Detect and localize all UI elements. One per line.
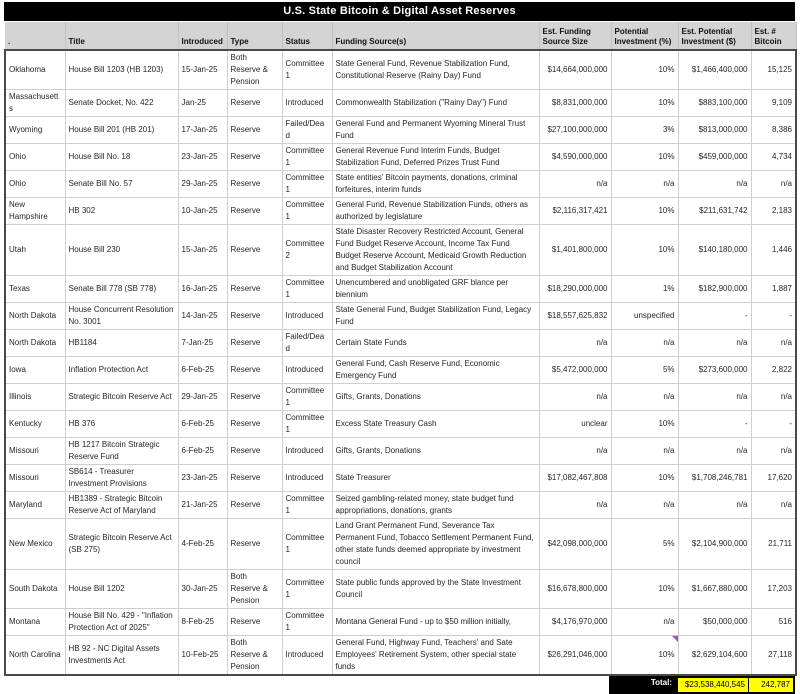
cell-title[interactable]: House Bill 1203 (HB 1203) [65, 50, 178, 90]
cell-title[interactable]: SB614 - Treasurer Investment Provisions [65, 465, 178, 492]
cell-status[interactable]: Committee 1 [282, 171, 332, 198]
cell-title[interactable]: House Bill 201 (HB 201) [65, 117, 178, 144]
cell-btc[interactable]: 8,386 [751, 117, 796, 144]
cell-pct[interactable]: unspecified [611, 303, 678, 330]
cell-state[interactable]: Ohio [5, 144, 65, 171]
cell-status[interactable]: Committee 1 [282, 384, 332, 411]
cell-pct[interactable]: 3% [611, 117, 678, 144]
cell-btc[interactable]: 1,446 [751, 225, 796, 276]
cell-type[interactable]: Reserve [227, 171, 282, 198]
col-header-potential-investment-pct[interactable]: Potential Investment (%) [611, 22, 678, 50]
cell-state[interactable]: New Hampshire [5, 198, 65, 225]
cell-pct[interactable]: n/a [611, 171, 678, 198]
cell-state[interactable]: Utah [5, 225, 65, 276]
col-header-est-funding-size[interactable]: Est. Funding Source Size [539, 22, 611, 50]
cell-introduced[interactable]: 16-Jan-25 [178, 276, 227, 303]
cell-type[interactable]: Reserve [227, 225, 282, 276]
cell-funding[interactable]: Certain State Funds [332, 330, 539, 357]
cell-pct[interactable]: 10% [611, 636, 678, 676]
table-row [5, 50, 796, 90]
cell-inv[interactable]: n/a [678, 384, 751, 411]
cell-title[interactable]: House Concurrent Resolution No. 3001 [65, 303, 178, 330]
cell-pct[interactable]: 10% [611, 465, 678, 492]
cell-type[interactable]: Reserve [227, 117, 282, 144]
cell-status[interactable]: Committee 1 [282, 609, 332, 636]
cell-introduced[interactable]: 6-Feb-25 [178, 411, 227, 438]
cell-introduced[interactable]: 8-Feb-25 [178, 609, 227, 636]
cell-state[interactable]: Montana [5, 609, 65, 636]
cell-state[interactable]: Missouri [5, 438, 65, 465]
total-bitcoin-value[interactable]: 242,787 [749, 678, 793, 692]
cell-title[interactable]: HB 376 [65, 411, 178, 438]
cell-btc[interactable]: 15,125 [751, 50, 796, 90]
cell-state[interactable]: South Dakota [5, 570, 65, 609]
cell-funding[interactable]: Commonwealth Stabilization ("Rainy Day") Fund [332, 90, 539, 117]
cell-funding[interactable]: State public funds approved by the State Investment Council [332, 570, 539, 609]
cell-title[interactable]: House Bill No. 18 [65, 144, 178, 171]
cell-introduced[interactable]: 23-Jan-25 [178, 144, 227, 171]
cell-title[interactable]: HB 92 - NC Digital Assets Investments Act [65, 636, 178, 676]
table-header-row [5, 22, 796, 50]
cell-title[interactable]: Strategic Bitcoin Reserve Act [65, 384, 178, 411]
cell-status[interactable]: Committee 1 [282, 411, 332, 438]
cell-btc[interactable]: n/a [751, 171, 796, 198]
cell-btc[interactable]: n/a [751, 330, 796, 357]
cell-status[interactable]: Failed/Dead [282, 117, 332, 144]
cell-pct[interactable]: 5% [611, 519, 678, 570]
table-row [5, 276, 796, 303]
cell-state[interactable]: Oklahoma [5, 50, 65, 90]
cell-state[interactable]: Missouri [5, 465, 65, 492]
cell-size[interactable]: unclear [539, 411, 611, 438]
cell-funding[interactable]: General Fund and Permanent Wyoming Mineral Trust Fund [332, 117, 539, 144]
table-row [5, 144, 796, 171]
cell-size[interactable]: $18,557,625,832 [539, 303, 611, 330]
cell-size[interactable]: n/a [539, 330, 611, 357]
cell-size[interactable]: $4,176,970,000 [539, 609, 611, 636]
cell-pct[interactable]: n/a [611, 492, 678, 519]
cell-inv[interactable]: $50,000,000 [678, 609, 751, 636]
cell-pct[interactable]: n/a [611, 438, 678, 465]
cell-funding[interactable]: Seized gambling-related money, state budget fund appropriations, donations, grants [332, 492, 539, 519]
cell-funding[interactable]: General Revenue Fund Interim Funds, Budget Stabilization Fund, Deferred Prizes Trust Fund [332, 144, 539, 171]
cell-pct[interactable]: n/a [611, 330, 678, 357]
cell-type[interactable]: Both Reserve & Pension [227, 50, 282, 90]
col-header-status[interactable]: Status [282, 22, 332, 50]
table-row [5, 570, 796, 609]
table-row [5, 636, 796, 676]
cell-inv[interactable]: n/a [678, 171, 751, 198]
col-header-type[interactable]: Type [227, 22, 282, 50]
cell-inv[interactable]: $211,631,742 [678, 198, 751, 225]
table-row [5, 438, 796, 465]
cell-size[interactable]: n/a [539, 438, 611, 465]
cell-state[interactable]: New Mexico [5, 519, 65, 570]
total-row [4, 676, 795, 694]
cell-size[interactable]: n/a [539, 384, 611, 411]
cell-inv[interactable]: $182,900,000 [678, 276, 751, 303]
cell-introduced[interactable]: 15-Jan-25 [178, 225, 227, 276]
table-row [5, 330, 796, 357]
cell-size[interactable]: $5,472,000,000 [539, 357, 611, 384]
cell-pct[interactable]: 10% [611, 90, 678, 117]
cell-btc[interactable]: 516 [751, 609, 796, 636]
cell-introduced[interactable]: 29-Jan-25 [178, 384, 227, 411]
cell-type[interactable]: Reserve [227, 144, 282, 171]
cell-state[interactable]: Illinois [5, 384, 65, 411]
cell-introduced[interactable]: 15-Jan-25 [178, 50, 227, 90]
cell-status[interactable]: Introduced [282, 636, 332, 676]
cell-btc[interactable]: 2,183 [751, 198, 796, 225]
table-row [5, 171, 796, 198]
cell-funding[interactable]: Excess State Treasury Cash [332, 411, 539, 438]
cell-status[interactable]: Committee 2 [282, 225, 332, 276]
cell-status[interactable]: Committee 1 [282, 144, 332, 171]
cell-btc[interactable]: 4,734 [751, 144, 796, 171]
cell-status[interactable]: Introduced [282, 303, 332, 330]
cell-introduced[interactable]: 10-Feb-25 [178, 636, 227, 676]
cell-title[interactable]: Senate Bill 778 (SB 778) [65, 276, 178, 303]
cell-title[interactable]: House Bill 230 [65, 225, 178, 276]
cell-type[interactable]: Reserve [227, 438, 282, 465]
cell-title[interactable]: Strategic Bitcoin Reserve Act (SB 275) [65, 519, 178, 570]
table-row [5, 198, 796, 225]
cell-size[interactable]: $8,831,000,000 [539, 90, 611, 117]
comment-marker-icon [672, 636, 678, 642]
cell-introduced[interactable]: 30-Jan-25 [178, 570, 227, 609]
cell-pct[interactable]: 10% [611, 198, 678, 225]
cell-btc[interactable]: 2,822 [751, 357, 796, 384]
col-header-introduced[interactable]: Introduced [178, 22, 227, 50]
cell-pct[interactable]: 1% [611, 276, 678, 303]
cell-btc[interactable]: 9,109 [751, 90, 796, 117]
cell-btc[interactable]: - [751, 411, 796, 438]
cell-inv[interactable]: $1,708,246,781 [678, 465, 751, 492]
cell-size[interactable]: $26,291,046,000 [539, 636, 611, 676]
cell-btc[interactable]: 27,118 [751, 636, 796, 676]
cell-introduced[interactable]: 17-Jan-25 [178, 117, 227, 144]
cell-inv[interactable]: n/a [678, 438, 751, 465]
cell-funding[interactable]: General Fund, Cash Reserve Fund, Economic Emergency Fund [332, 357, 539, 384]
cell-funding[interactable]: State General Fund, Revenue Stabilization Fund, Constitutional Reserve (Rainy Day) Fund [332, 50, 539, 90]
cell-introduced[interactable]: 23-Jan-25 [178, 465, 227, 492]
cell-type[interactable]: Both Reserve & Pension [227, 636, 282, 676]
cell-funding[interactable]: Land Grant Permanent Fund, Severance Tax Permanent Fund, Tobacco Settlement Permanent Fund, other state funds deemed appropriate by investment council [332, 519, 539, 570]
cell-title[interactable]: HB1184 [65, 330, 178, 357]
cell-state[interactable]: Texas [5, 276, 65, 303]
cell-status[interactable]: Committee 1 [282, 519, 332, 570]
cell-funding[interactable]: Unencumbered and unobligated GRF blance per biennium [332, 276, 539, 303]
cell-btc[interactable]: 1,887 [751, 276, 796, 303]
cell-title[interactable]: Senate Bill No. 57 [65, 171, 178, 198]
cell-status[interactable]: Failed/Dead [282, 330, 332, 357]
cell-inv[interactable]: $273,600,000 [678, 357, 751, 384]
table-row [5, 492, 796, 519]
table-row [5, 357, 796, 384]
cell-introduced[interactable]: 14-Jan-25 [178, 303, 227, 330]
cell-size[interactable]: $27,100,000,000 [539, 117, 611, 144]
cell-introduced[interactable]: 6-Feb-25 [178, 438, 227, 465]
cell-pct[interactable]: 10% [611, 225, 678, 276]
cell-pct[interactable]: n/a [611, 609, 678, 636]
cell-introduced[interactable]: 29-Jan-25 [178, 171, 227, 198]
cell-btc[interactable]: 17,620 [751, 465, 796, 492]
cell-status[interactable]: Introduced [282, 357, 332, 384]
cell-size[interactable]: $16,678,800,000 [539, 570, 611, 609]
cell-type[interactable]: Reserve [227, 357, 282, 384]
cell-type[interactable]: Reserve [227, 384, 282, 411]
table-row [5, 411, 796, 438]
cell-state[interactable]: North Dakota [5, 330, 65, 357]
cell-introduced[interactable]: Jan-25 [178, 90, 227, 117]
cell-funding[interactable]: Gifts, Grants, Donations [332, 384, 539, 411]
cell-status[interactable]: Introduced [282, 438, 332, 465]
cell-size[interactable]: $14,664,000,000 [539, 50, 611, 90]
total-investment-value[interactable]: $23,538,440,545 [678, 678, 749, 692]
cell-size[interactable]: $18,290,000,000 [539, 276, 611, 303]
cell-inv[interactable]: $2,104,900,000 [678, 519, 751, 570]
cell-funding[interactable]: State Disaster Recovery Restricted Account, General Fund Budget Reserve Account, Income Tax Fund Budget Reserve Account, Medicaid Growth Reduction and Budget Stabilization Account [332, 225, 539, 276]
cell-funding[interactable]: Montana General Fund - up to $50 million initially, [332, 609, 539, 636]
cell-inv[interactable]: $459,000,000 [678, 144, 751, 171]
cell-introduced[interactable]: 6-Feb-25 [178, 357, 227, 384]
cell-status[interactable]: Committee 1 [282, 198, 332, 225]
cell-funding[interactable]: Gifts, Grants, Donations [332, 438, 539, 465]
cell-type[interactable]: Reserve [227, 411, 282, 438]
cell-btc[interactable]: n/a [751, 492, 796, 519]
cell-status[interactable]: Committee 1 [282, 50, 332, 90]
cell-type[interactable]: Reserve [227, 303, 282, 330]
table-row [5, 384, 796, 411]
cell-inv[interactable]: n/a [678, 330, 751, 357]
cell-pct[interactable]: 10% [611, 144, 678, 171]
table-row [5, 519, 796, 570]
table-row [5, 465, 796, 492]
cell-funding[interactable]: State Treasurer [332, 465, 539, 492]
table-row [5, 90, 796, 117]
cell-type[interactable]: Reserve [227, 492, 282, 519]
cell-inv[interactable]: - [678, 411, 751, 438]
cell-state[interactable]: Kentucky [5, 411, 65, 438]
cell-title[interactable]: HB 302 [65, 198, 178, 225]
cell-status[interactable]: Committee 1 [282, 492, 332, 519]
table-row [5, 117, 796, 144]
table-row [5, 225, 796, 276]
cell-funding[interactable]: General Fund, Highway Fund, Teachers' and Sate Employees' Retirement System, other special state funds [332, 636, 539, 676]
cell-btc[interactable]: 17,203 [751, 570, 796, 609]
cell-introduced[interactable]: 4-Feb-25 [178, 519, 227, 570]
table-row [5, 609, 796, 636]
cell-size[interactable]: n/a [539, 492, 611, 519]
cell-state[interactable]: Ohio [5, 171, 65, 198]
cell-size[interactable]: n/a [539, 171, 611, 198]
cell-status[interactable]: Committee 1 [282, 276, 332, 303]
cell-size[interactable]: $4,590,000,000 [539, 144, 611, 171]
cell-state[interactable]: North Dakota [5, 303, 65, 330]
total-label: Total: [609, 676, 676, 694]
cell-type[interactable]: Reserve [227, 90, 282, 117]
cell-btc[interactable]: - [751, 303, 796, 330]
cell-type[interactable]: Reserve [227, 330, 282, 357]
cell-state[interactable]: North Carolina [5, 636, 65, 676]
total-highlight-group [676, 676, 795, 694]
cell-pct[interactable]: 10% [611, 570, 678, 609]
col-header-funding-sources[interactable]: Funding Source(s) [332, 22, 539, 50]
cell-status[interactable]: Introduced [282, 90, 332, 117]
cell-introduced[interactable]: 10-Jan-25 [178, 198, 227, 225]
cell-title[interactable]: House Bill 1202 [65, 570, 178, 609]
cell-inv[interactable]: $2,629,104,600 [678, 636, 751, 676]
cell-funding[interactable]: General Fund, Revenue Stabilization Funds, others as authorized by legislature [332, 198, 539, 225]
page-title: U.S. State Bitcoin & Digital Asset Reserves [4, 2, 795, 21]
cell-inv[interactable]: $813,000,000 [678, 117, 751, 144]
cell-introduced[interactable]: 21-Jan-25 [178, 492, 227, 519]
cell-title[interactable]: House Bill No. 429 - "Inflation Protection Act of 2025" [65, 609, 178, 636]
cell-btc[interactable]: n/a [751, 438, 796, 465]
cell-funding[interactable]: State entities' Bitcoin payments, donations, criminal forfeitures, interim funds [332, 171, 539, 198]
cell-title[interactable]: Senate Docket, No. 422 [65, 90, 178, 117]
cell-state[interactable]: Iowa [5, 357, 65, 384]
cell-introduced[interactable]: 7-Jan-25 [178, 330, 227, 357]
cell-title[interactable]: HB1389 - Strategic Bitcoin Reserve Act of Maryland [65, 492, 178, 519]
cell-pct[interactable]: 10% [611, 411, 678, 438]
cell-inv[interactable]: - [678, 303, 751, 330]
cell-size[interactable]: $17,082,467,808 [539, 465, 611, 492]
cell-size[interactable]: $42,098,000,000 [539, 519, 611, 570]
cell-inv[interactable]: n/a [678, 492, 751, 519]
col-header-est-bitcoin[interactable]: Est. # Bitcoin [751, 22, 796, 50]
cell-type[interactable]: Reserve [227, 465, 282, 492]
cell-status[interactable]: Committee 1 [282, 570, 332, 609]
cell-size[interactable]: $2,116,317,421 [539, 198, 611, 225]
cell-title[interactable]: Inflation Protection Act [65, 357, 178, 384]
col-header-est-potential-investment[interactable]: Est. Potential Investment ($) [678, 22, 751, 50]
cell-inv[interactable]: $1,667,880,000 [678, 570, 751, 609]
cell-type[interactable]: Reserve [227, 276, 282, 303]
cell-pct[interactable]: 5% [611, 357, 678, 384]
cell-funding[interactable]: State General Fund, Budget Stabilization Fund, Legacy Fund [332, 303, 539, 330]
col-header-state[interactable]: . [5, 22, 65, 50]
cell-status[interactable]: Introduced [282, 465, 332, 492]
cell-title[interactable]: HB 1217 Bitcoin Strategic Reserve Fund [65, 438, 178, 465]
spreadsheet [4, 2, 795, 694]
cell-type[interactable]: Reserve [227, 519, 282, 570]
col-header-title[interactable]: Title [65, 22, 178, 50]
cell-type[interactable]: Reserve [227, 198, 282, 225]
cell-type[interactable]: Both Reserve & Pension [227, 570, 282, 609]
table-row [5, 303, 796, 330]
cell-size[interactable]: $1,401,800,000 [539, 225, 611, 276]
table-body [5, 50, 796, 675]
cell-state[interactable]: Massachusetts [5, 90, 65, 117]
cell-inv[interactable]: $883,100,000 [678, 90, 751, 117]
cell-type[interactable]: Reserve [227, 609, 282, 636]
cell-btc[interactable]: 21,711 [751, 519, 796, 570]
cell-inv[interactable]: $1,466,400,000 [678, 50, 751, 90]
cell-state[interactable]: Wyoming [5, 117, 65, 144]
reserves-table [4, 22, 797, 676]
cell-pct[interactable]: n/a [611, 384, 678, 411]
cell-inv[interactable]: $140,180,000 [678, 225, 751, 276]
cell-btc[interactable]: n/a [751, 384, 796, 411]
cell-state[interactable]: Maryland [5, 492, 65, 519]
cell-pct[interactable]: 10% [611, 50, 678, 90]
